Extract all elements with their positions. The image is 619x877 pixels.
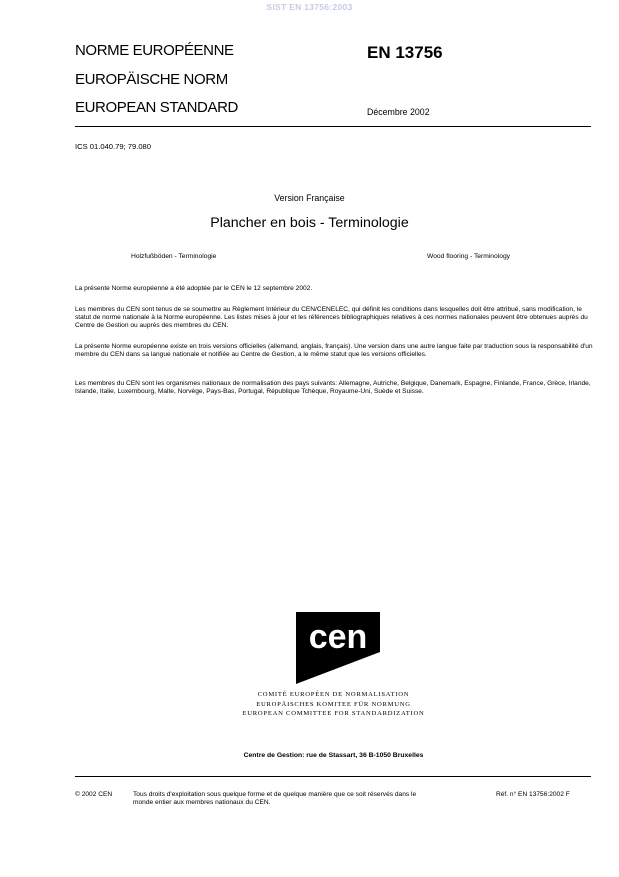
committee-name-en: EUROPEAN COMMITTEE FOR STANDARDIZATION (242, 710, 425, 717)
committee-names (0, 690, 619, 719)
publication-date: Décembre 2002 (367, 107, 430, 117)
standard-number: EN 13756 (367, 43, 443, 62)
logo-text: cen (308, 618, 368, 656)
members-list-paragraph: Les membres du CEN sont les organismes nationaux de normalisation des pays suivants: Allemagne, Autriche, Belgique, Danemark, Espagne, Finlande, France, Grèce, Irlande, Islande, Italie, Luxembourg, Malte, Norvège, Pays-Bas, Portugal, République Tchèque, Royaume-Uni, Suède et Suisse. (75, 380, 591, 395)
standard-name-de: EUROPÄISCHE NORM (75, 71, 228, 88)
committee-name-fr: COMITÉ EUROPÉEN DE NORMALISATION (257, 691, 410, 698)
header-rule (75, 126, 591, 127)
footer-rule (75, 776, 591, 777)
standard-name-en: EUROPEAN STANDARD (75, 99, 238, 116)
ics-code: ICS 01.040.79; 79.080 (75, 142, 151, 151)
document-title: Plancher en bois - Terminologie (210, 215, 409, 231)
language-version: Version Française (274, 193, 345, 203)
copyright: © 2002 CEN (75, 791, 113, 798)
reference-number: Réf. n° EN 13756:2002 F (496, 791, 570, 798)
title-german: Holzfußböden - Terminologie (131, 253, 217, 260)
members-obligations-paragraph: Les membres du CEN sont tenus de se soumettre au Règlement Intérieur du CEN/CENELEC, qui définit les conditions dans lesquelles doit être attribué, sans modification, le statut de norme nationale à la Norme européenne. Les listes mises à jour et les références bibliographiques relatives à ces normes nationales peuvent être obtenues auprès du Centre de Gestion ou auprès des membres du CEN. (75, 306, 588, 329)
adoption-paragraph: La présente Norme européenne a été adoptée par le CEN le 12 septembre 2002. (75, 285, 313, 292)
title-english: Wood flooring - Terminology (427, 253, 511, 260)
management-centre-address: Centre de Gestion: rue de Stassart, 36 B-1050 Bruxelles (243, 752, 424, 759)
cen-logo-icon (296, 612, 380, 684)
watermark: SIST EN 13756:2003 (266, 2, 353, 12)
official-versions-paragraph: La présente Norme européenne existe en trois versions officielles (allemand, anglais, français). Une version dans une autre langue faite par traduction sous la responsabilité d'un membre du CEN dans sa langue nationale et notifiée au Centre de Gestion, a le même statut que les versions officielles. (75, 343, 593, 358)
rights-notice: Tous droits d'exploitation sous quelque forme et de quelque manière que ce soit réservés dans le monde entier aux membres nationaux du CEN. (133, 791, 417, 806)
standard-name-fr: NORME EUROPÉENNE (75, 42, 234, 59)
committee-name-de: EUROPÄISCHES KOMITEE FÜR NORMUNG (256, 700, 411, 708)
